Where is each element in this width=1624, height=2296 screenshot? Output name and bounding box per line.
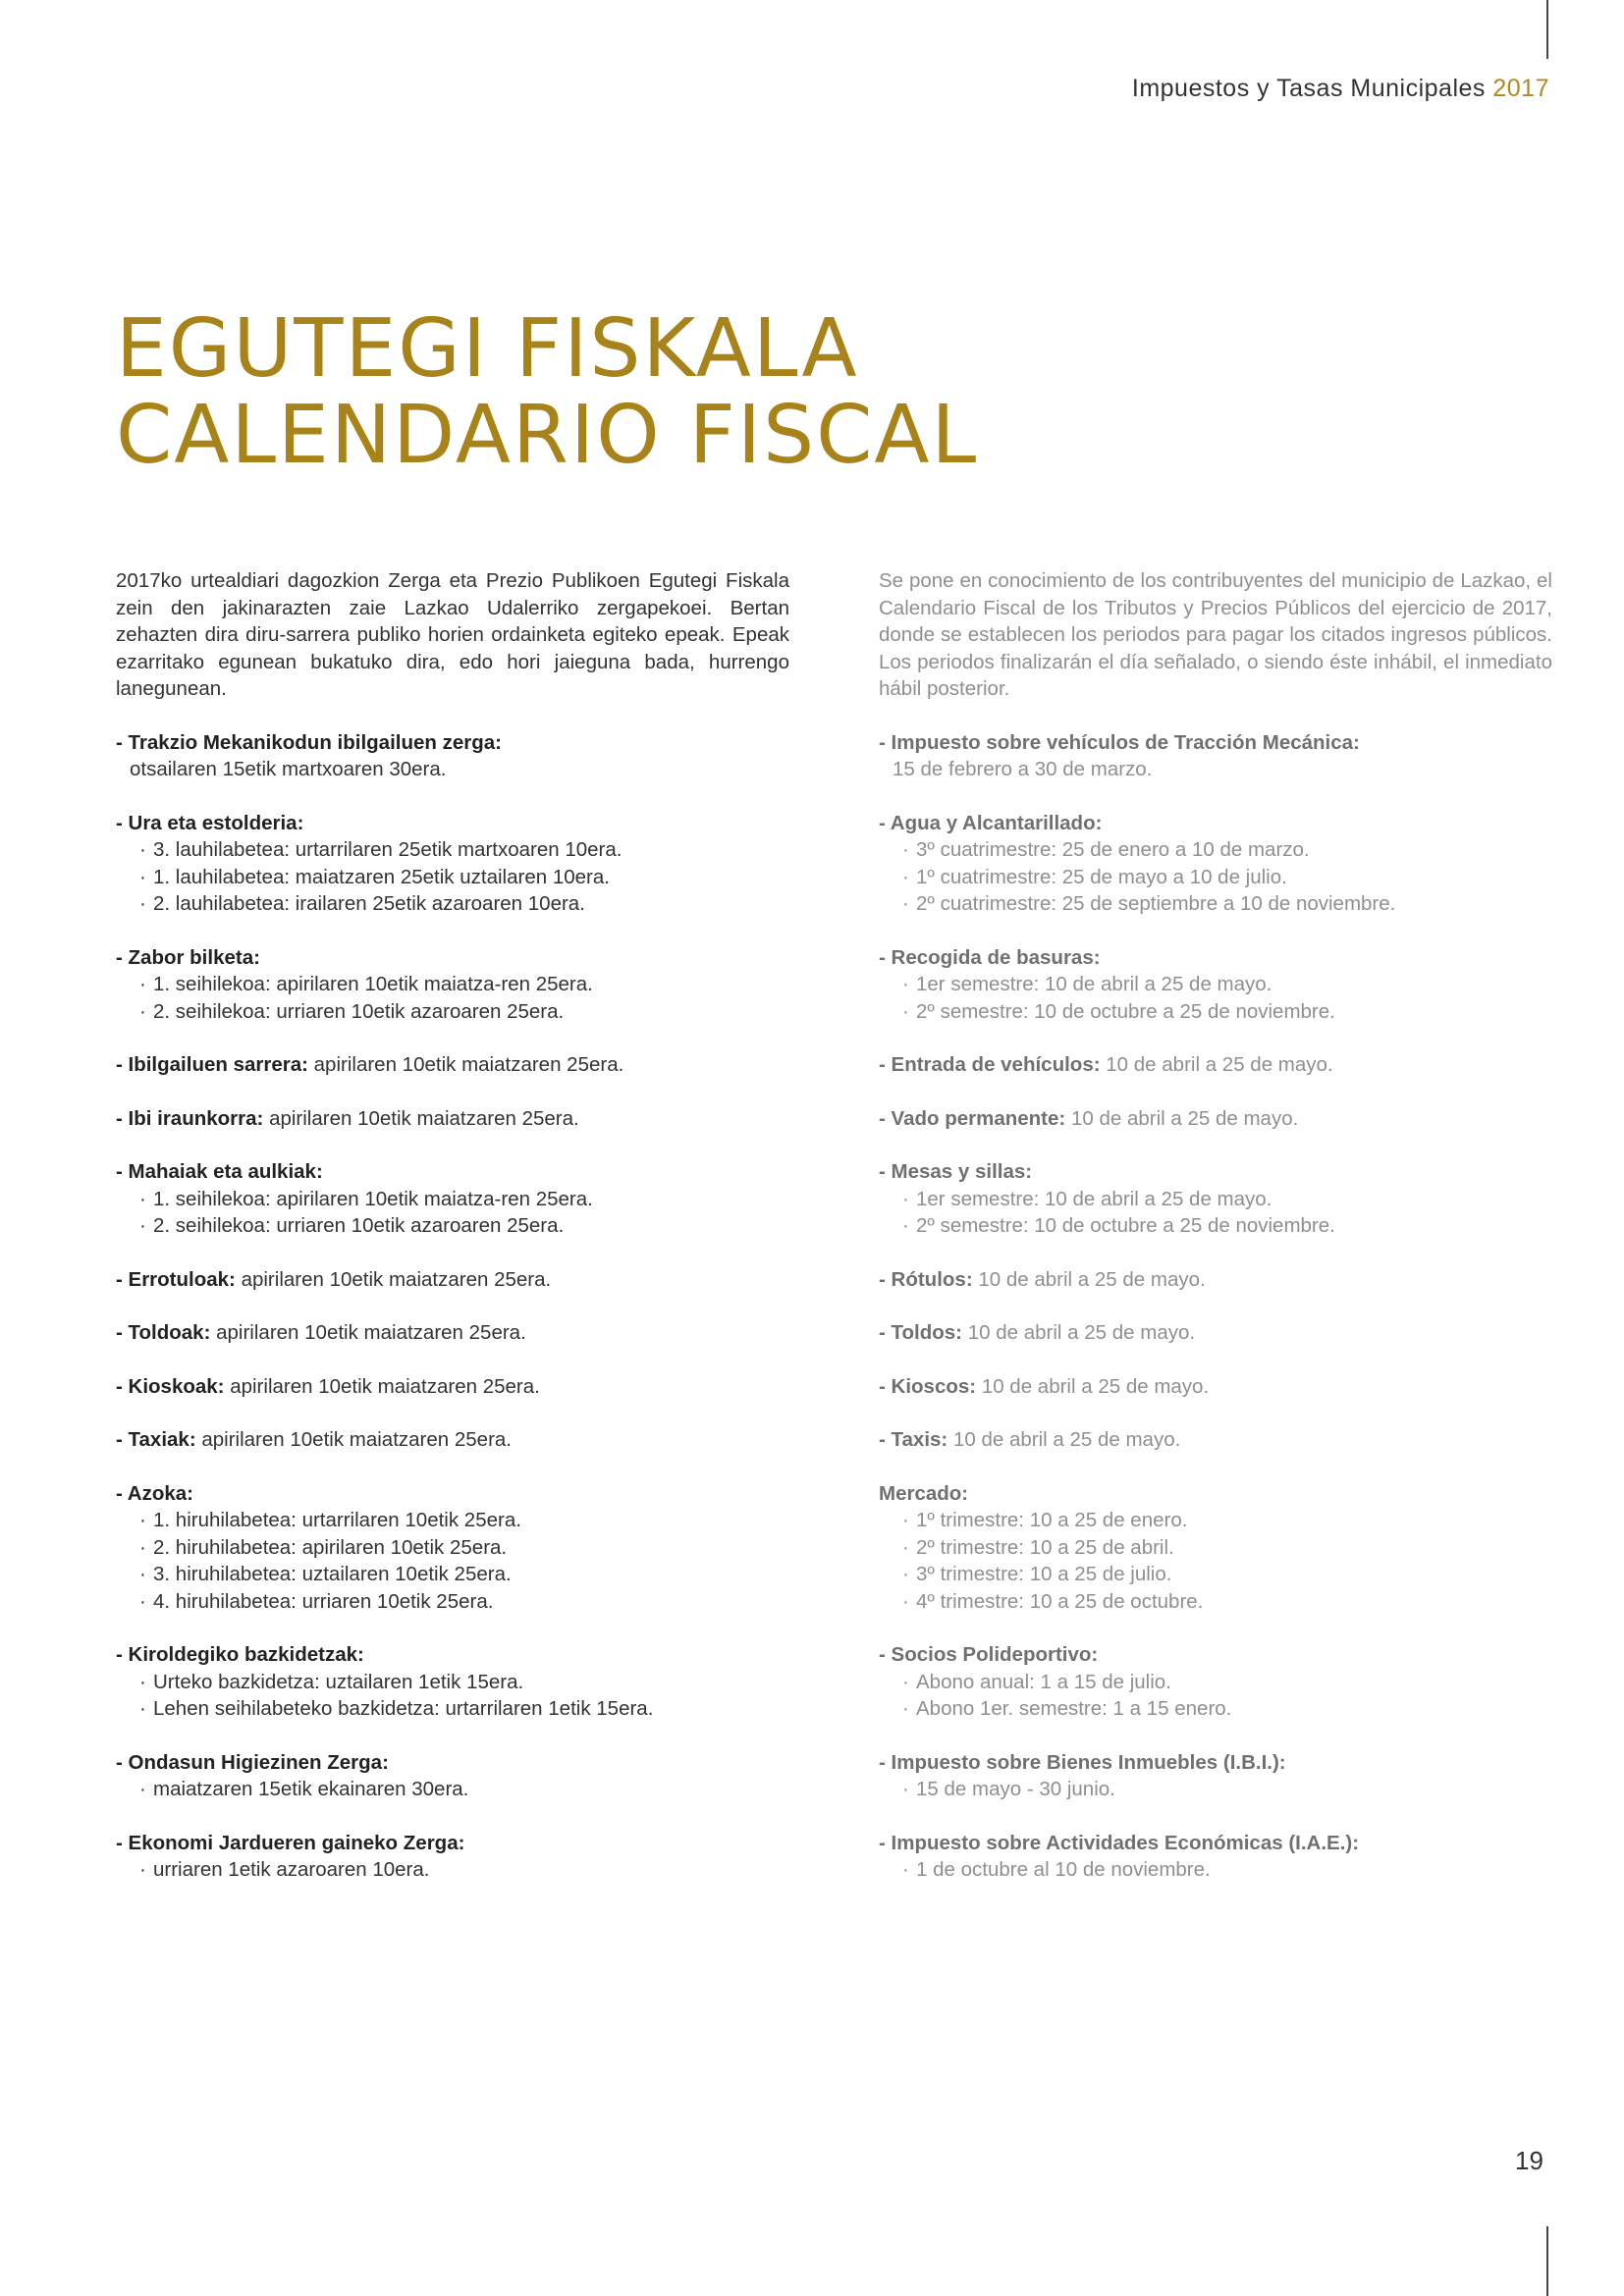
section-heading	[879, 1373, 1552, 1401]
section-label: - Toldos:	[879, 1321, 963, 1344]
list-item	[116, 1507, 789, 1534]
tax-section	[116, 1480, 789, 1616]
section-period: apirilaren 10etik maiatzaren 25era.	[241, 1267, 552, 1291]
list-item-text: 2º cuatrimestre: 25 de septiembre a 10 de noviembre.	[916, 892, 1396, 915]
list-item	[879, 1776, 1552, 1803]
tax-section	[116, 1830, 789, 1884]
section-heading	[879, 1051, 1552, 1079]
section-heading	[116, 1105, 789, 1133]
bullet-icon: ·	[139, 1670, 146, 1693]
section-heading	[116, 1641, 789, 1669]
section-label: - Trakzio Mekanikodun ibilgailuen zerga:	[116, 730, 502, 754]
list-item	[879, 1588, 1552, 1616]
tax-section	[879, 1105, 1552, 1133]
section-heading	[879, 1641, 1552, 1669]
section-heading	[879, 810, 1552, 837]
section-label: - Socios Polideportivo:	[879, 1643, 1099, 1666]
section-label: - Azoka:	[116, 1481, 193, 1505]
list-item	[116, 836, 789, 864]
bullet-icon: ·	[139, 1778, 146, 1800]
section-period: apirilaren 10etik maiatzaren 25era.	[313, 1053, 624, 1076]
bullet-icon: ·	[139, 1509, 146, 1531]
list-item-text: 2. seihilekoa: urriaren 10etik azaroaren 25era.	[153, 999, 565, 1023]
list-item	[116, 1212, 789, 1240]
period-list	[879, 971, 1552, 1025]
tax-section	[116, 729, 789, 783]
header-text: Impuestos y Tasas Municipales	[1131, 75, 1486, 102]
list-item	[879, 1669, 1552, 1696]
bullet-icon: ·	[902, 1509, 909, 1531]
tax-section	[116, 1266, 789, 1294]
section-heading	[879, 1105, 1552, 1133]
tax-section	[879, 1830, 1552, 1884]
section-label: - Ibilgailuen sarrera:	[116, 1053, 308, 1076]
bullet-icon: ·	[902, 1778, 909, 1800]
section-period: apirilaren 10etik maiatzaren 25era.	[230, 1374, 540, 1398]
section-label: - Entrada de vehículos:	[879, 1053, 1101, 1076]
tax-section	[116, 1373, 789, 1401]
bullet-icon: ·	[902, 973, 909, 995]
list-item	[879, 1561, 1552, 1588]
section-period: otsailaren 15etik martxoaren 30era.	[130, 758, 447, 780]
section-label: - Kioskoak:	[116, 1374, 225, 1398]
list-item-text: 4. hiruhilabetea: urriaren 10etik 25era.	[153, 1589, 494, 1613]
section-period: 10 de abril a 25 de mayo.	[1070, 1106, 1299, 1130]
title-spanish: CALENDARIO FISCAL	[116, 389, 979, 482]
list-item	[879, 836, 1552, 864]
list-item-text: 2. seihilekoa: urriaren 10etik azaroaren 25era.	[153, 1214, 565, 1237]
section-label: - Kioscos:	[879, 1374, 977, 1398]
section-heading	[116, 1319, 789, 1347]
bullet-icon: ·	[902, 865, 909, 888]
period-list	[116, 836, 789, 918]
section-label: - Ekonomi Jardueren gaineko Zerga:	[116, 1831, 465, 1854]
list-item-text: 3. hiruhilabetea: uztailaren 10etik 25era.	[153, 1563, 512, 1585]
bullet-icon: ·	[139, 865, 146, 888]
section-label: - Mesas y sillas:	[879, 1160, 1033, 1183]
tax-section	[116, 1158, 789, 1240]
bullet-icon: ·	[139, 1563, 146, 1585]
spanish-column	[879, 567, 1552, 1910]
section-label: - Toldoak:	[116, 1321, 211, 1344]
list-item	[879, 1507, 1552, 1534]
page-title	[116, 302, 979, 482]
period-list	[116, 971, 789, 1025]
bullet-icon: ·	[139, 1858, 146, 1881]
section-label: - Impuesto sobre vehículos de Tracción Mecánica:	[879, 730, 1360, 754]
basque-column	[116, 567, 789, 1910]
list-item	[879, 998, 1552, 1026]
list-item-text: 1º cuatrimestre: 25 de mayo a 10 de julio.	[916, 865, 1287, 888]
tax-section	[879, 810, 1552, 918]
period-list	[116, 1186, 789, 1240]
bullet-icon: ·	[139, 1697, 146, 1720]
section-heading	[116, 1830, 789, 1857]
list-item-text: 2º semestre: 10 de octubre a 25 de noviembre.	[916, 999, 1335, 1023]
tax-section	[116, 1749, 789, 1803]
period-list	[116, 1669, 789, 1723]
list-item-text: Lehen seihilabeteko bazkidetza: urtarrilaren 1etik 15era.	[153, 1697, 654, 1720]
section-heading	[116, 1373, 789, 1401]
section-heading	[879, 1749, 1552, 1777]
list-item	[116, 1186, 789, 1213]
section-label: - Impuesto sobre Bienes Inmuebles (I.B.I.):	[879, 1750, 1286, 1774]
section-label: - Vado permanente:	[879, 1106, 1066, 1130]
section-heading	[879, 1158, 1552, 1186]
bullet-icon: ·	[902, 892, 909, 915]
list-item-text: 1. seihilekoa: apirilaren 10etik maiatza-ren 25era.	[153, 973, 593, 995]
list-item-text: 2. lauhilabetea: irailaren 25etik azaroaren 10era.	[153, 892, 585, 915]
list-item	[879, 1534, 1552, 1562]
section-period: 15 de febrero a 30 de marzo.	[893, 758, 1153, 780]
section-heading	[116, 1051, 789, 1079]
section-period: 10 de abril a 25 de mayo.	[952, 1428, 1181, 1451]
list-item-text: 2. hiruhilabetea: apirilaren 10etik 25era.	[153, 1535, 508, 1559]
list-item	[116, 971, 789, 998]
list-item-text: urriaren 1etik azaroaren 10era.	[153, 1858, 430, 1881]
bullet-icon: ·	[902, 1697, 909, 1720]
tax-section	[116, 1105, 789, 1133]
section-period: 10 de abril a 25 de mayo.	[978, 1267, 1206, 1291]
bullet-icon: ·	[139, 1535, 146, 1559]
section-heading	[879, 944, 1552, 972]
section-label: - Ura eta estolderia:	[116, 811, 304, 834]
intro-paragraph: Se pone en conocimiento de los contribuyentes del municipio de Lazkao, el Calendario Fiscal de los Tributos y Precios Públicos del ejercicio de 2017, donde se establecen los periodos para pagar los citados ingresos públicos. Los periodos finalizarán el día señalado, o siendo éste inhábil, el inmediato hábil posterior.	[879, 569, 1552, 700]
list-item	[879, 890, 1552, 918]
section-label: - Kiroldegiko bazkidetzak:	[116, 1643, 364, 1666]
section-period: 10 de abril a 25 de mayo.	[1106, 1053, 1333, 1076]
list-item-text: 1. seihilekoa: apirilaren 10etik maiatza-ren 25era.	[153, 1187, 593, 1210]
tax-section	[879, 1426, 1552, 1454]
period-list	[879, 1776, 1552, 1803]
list-item-text: 1. lauhilabetea: maiatzaren 25etik uztailaren 10era.	[153, 865, 610, 888]
section-label: - Taxis:	[879, 1428, 948, 1451]
tax-section	[879, 729, 1552, 783]
period-list	[879, 1669, 1552, 1723]
list-item-text: 3º cuatrimestre: 25 de enero a 10 de marzo.	[916, 838, 1310, 861]
tax-section	[116, 944, 789, 1026]
tax-section	[116, 1319, 789, 1347]
section-heading	[116, 944, 789, 972]
list-item	[879, 1856, 1552, 1884]
bullet-icon: ·	[902, 1589, 909, 1613]
list-item	[116, 890, 789, 918]
bullet-icon: ·	[902, 1563, 909, 1585]
bullet-icon: ·	[902, 838, 909, 861]
bullet-icon: ·	[139, 1214, 146, 1237]
list-item-text: 1 de octubre al 10 de noviembre.	[916, 1858, 1211, 1881]
section-label: - Recogida de basuras:	[879, 945, 1101, 969]
tax-section	[116, 1426, 789, 1454]
list-item-text: Abono 1er. semestre: 1 a 15 enero.	[916, 1697, 1232, 1720]
section-heading	[116, 1749, 789, 1777]
section-period: apirilaren 10etik maiatzaren 25era.	[269, 1106, 579, 1130]
tax-section	[116, 1051, 789, 1079]
list-item-text: 15 de mayo - 30 junio.	[916, 1778, 1115, 1800]
tax-section	[879, 1641, 1552, 1723]
tax-section	[116, 1641, 789, 1723]
section-label: - Agua y Alcantarillado:	[879, 811, 1103, 834]
section-heading	[879, 1480, 1552, 1508]
list-item	[116, 1776, 789, 1803]
list-item-text: 1. hiruhilabetea: urtarrilaren 10etik 25era.	[153, 1509, 521, 1531]
section-period: 10 de abril a 25 de mayo.	[967, 1321, 1196, 1344]
bullet-icon: ·	[902, 1187, 909, 1210]
list-item-text: maiatzaren 15etik ekainaren 30era.	[153, 1778, 469, 1800]
period-list	[879, 836, 1552, 918]
section-label: Mercado:	[879, 1481, 969, 1505]
intro-paragraph: 2017ko urtealdiari dagozkion Zerga eta Prezio Publikoen Egutegi Fiskala zein den jakinarazten zaie Lazkao Udalerriko zergapekoei. Bertan zehazten dira diru-sarrera publiko horien ordainketa egiteko epeak. Epeak ezarritako egunean bukatuko dira, edo hori jaieguna bada, hurrengo lanegunean.	[116, 569, 789, 700]
bullet-icon: ·	[902, 999, 909, 1023]
section-label: - Taxiak:	[116, 1428, 196, 1451]
period-list	[879, 1186, 1552, 1240]
list-item	[116, 1669, 789, 1696]
list-item	[116, 1856, 789, 1884]
section-period: 10 de abril a 25 de mayo.	[981, 1374, 1210, 1398]
bullet-icon: ·	[139, 999, 146, 1023]
section-label: - Ondasun Higiezinen Zerga:	[116, 1750, 389, 1774]
bullet-icon: ·	[139, 838, 146, 861]
period-list	[116, 1776, 789, 1803]
tax-section	[879, 1319, 1552, 1347]
list-item	[879, 1186, 1552, 1213]
section-label: - Impuesto sobre Actividades Económicas (I.A.E.):	[879, 1831, 1360, 1854]
list-item	[116, 1561, 789, 1588]
section-period: apirilaren 10etik maiatzaren 25era.	[201, 1428, 513, 1451]
list-item	[879, 1212, 1552, 1240]
tax-section	[879, 1158, 1552, 1240]
tax-section	[879, 1480, 1552, 1616]
list-item-text: 3º trimestre: 10 a 25 de julio.	[916, 1563, 1172, 1585]
period-list	[879, 1856, 1552, 1884]
list-item-text: 2º trimestre: 10 a 25 de abril.	[916, 1535, 1174, 1559]
tax-section	[879, 1051, 1552, 1079]
list-item-text: 3. lauhilabetea: urtarrilaren 25etik martxoaren 10era.	[153, 838, 623, 861]
list-item	[116, 1588, 789, 1616]
list-item-text: 1er semestre: 10 de abril a 25 de mayo.	[916, 973, 1272, 995]
bottom-rule	[1546, 2226, 1548, 2296]
bullet-icon: ·	[902, 1670, 909, 1693]
section-heading	[116, 1266, 789, 1294]
section-label: - Ibi iraunkorra:	[116, 1106, 264, 1130]
page-number: 19	[1515, 2146, 1543, 2175]
tax-section	[879, 944, 1552, 1026]
bullet-icon: ·	[139, 973, 146, 995]
list-item	[879, 971, 1552, 998]
bullet-icon: ·	[902, 1214, 909, 1237]
section-label: - Errotuloak:	[116, 1267, 236, 1291]
tax-section	[879, 1373, 1552, 1401]
list-item-text: 1er semestre: 10 de abril a 25 de mayo.	[916, 1187, 1272, 1210]
list-item-text: 4º trimestre: 10 a 25 de octubre.	[916, 1589, 1204, 1613]
list-item-text: Urteko bazkidetza: uztailaren 1etik 15era.	[153, 1670, 524, 1693]
list-item	[116, 998, 789, 1026]
section-heading	[879, 1266, 1552, 1294]
period-list	[116, 1507, 789, 1615]
section-label: - Mahaiak eta aulkiak:	[116, 1160, 323, 1183]
list-item	[879, 1695, 1552, 1723]
section-heading	[879, 1319, 1552, 1347]
section-label: - Rótulos:	[879, 1267, 973, 1291]
tax-section	[116, 810, 789, 918]
section-heading	[116, 1426, 789, 1454]
list-item-text: 1º trimestre: 10 a 25 de enero.	[916, 1509, 1188, 1531]
period-list	[879, 1507, 1552, 1615]
period-list	[116, 1856, 789, 1884]
tax-section	[879, 1266, 1552, 1294]
running-header	[1132, 75, 1549, 103]
section-label: - Zabor bilketa:	[116, 945, 260, 969]
list-item-text: Abono anual: 1 a 15 de julio.	[916, 1670, 1171, 1693]
bullet-icon: ·	[902, 1858, 909, 1881]
section-heading	[116, 1158, 789, 1186]
bullet-icon: ·	[902, 1535, 909, 1559]
section-heading	[879, 729, 1552, 757]
top-rule	[1546, 0, 1548, 59]
tax-section	[879, 1749, 1552, 1803]
section-period: apirilaren 10etik maiatzaren 25era.	[216, 1321, 526, 1344]
bullet-icon: ·	[139, 1187, 146, 1210]
header-year: 2017	[1492, 75, 1549, 102]
section-heading	[879, 1830, 1552, 1857]
section-heading	[116, 1480, 789, 1508]
list-item	[879, 864, 1552, 891]
section-heading	[116, 729, 789, 757]
list-item	[116, 1695, 789, 1723]
bullet-icon: ·	[139, 892, 146, 915]
title-basque: EGUTEGI FISKALA	[116, 302, 859, 396]
section-heading	[116, 810, 789, 837]
list-item	[116, 864, 789, 891]
list-item	[116, 1534, 789, 1562]
list-item-text: 2º semestre: 10 de octubre a 25 de noviembre.	[916, 1214, 1335, 1237]
bullet-icon: ·	[139, 1589, 146, 1613]
section-heading	[879, 1426, 1552, 1454]
